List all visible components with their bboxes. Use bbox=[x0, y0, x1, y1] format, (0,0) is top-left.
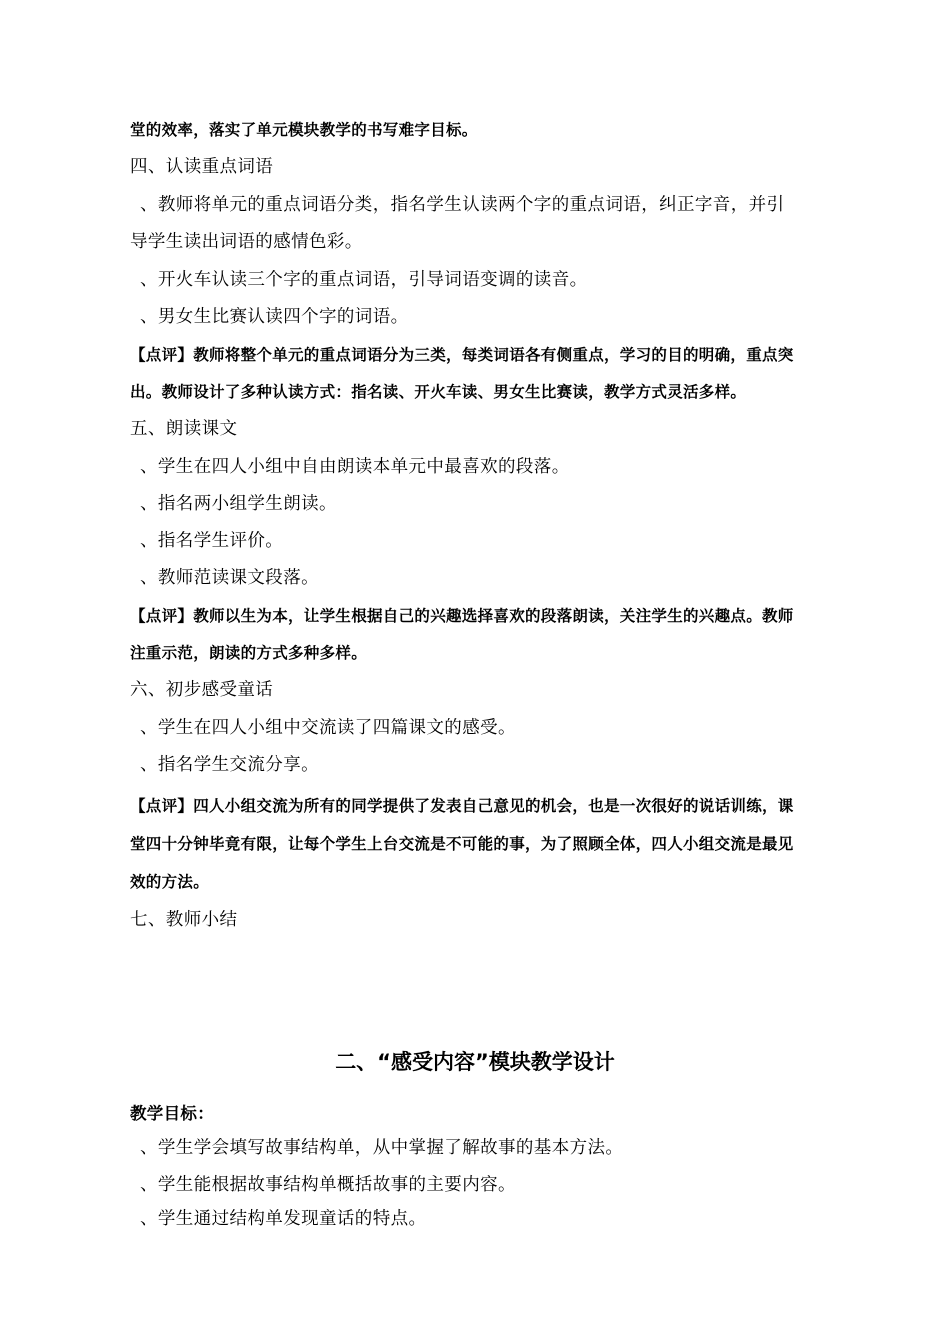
list-item: 、教师将单元的重点词语分类，指名学生认读两个字的重点词语，纠正字音，并引 bbox=[140, 195, 785, 215]
paragraph-line: 堂的效率，落实了单元模块教学的书写难字目标。 bbox=[130, 121, 478, 139]
goals-heading: 教学目标： bbox=[130, 1104, 214, 1123]
section-heading: 七、教师小结 bbox=[130, 910, 238, 930]
goal-item: 、学生通过结构单发现童话的特点。 bbox=[140, 1209, 427, 1229]
list-item: 、男女生比赛认读四个字的词语。 bbox=[140, 307, 409, 327]
comment-line: 效的方法。 bbox=[130, 873, 210, 891]
list-item: 、开火车认读三个字的重点词语，引导词语变调的读音。 bbox=[140, 270, 588, 290]
goal-item: 、学生学会填写故事结构单，从中掌握了解故事的基本方法。 bbox=[140, 1138, 624, 1158]
section-heading: 五、朗读课文 bbox=[130, 419, 238, 439]
goal-item: 、学生能根据故事结构单概括故事的主要内容。 bbox=[140, 1175, 516, 1195]
comment-line: 出。教师设计了多种认读方式：指名读、开火车读、男女生比赛读，教学方式灵活多样。 bbox=[130, 383, 747, 401]
section-heading: 四、认读重点词语 bbox=[130, 157, 274, 177]
comment-line: 【点评】四人小组交流为所有的同学提供了发表自己意见的机会，也是一次很好的说话训练，课 bbox=[130, 797, 794, 815]
page-title: 二、“感受内容”模块教学设计 bbox=[335, 1050, 615, 1074]
comment-line: 【点评】教师将整个单元的重点词语分为三类，每类词语各有侧重点，学习的目的明确，重点突 bbox=[130, 346, 794, 364]
comment-line: 注重示范，朗读的方式多种多样。 bbox=[130, 644, 368, 662]
list-item: 、指名学生评价。 bbox=[140, 531, 284, 551]
comment-line: 【点评】教师以生为本，让学生根据自己的兴趣选择喜欢的段落朗读，关注学生的兴趣点。教师 bbox=[130, 607, 794, 625]
list-item: 、学生在四人小组中交流读了四篇课文的感受。 bbox=[140, 718, 516, 738]
list-item: 、指名两小组学生朗读。 bbox=[140, 494, 337, 514]
list-item: 、指名学生交流分享。 bbox=[140, 755, 319, 775]
list-item: 、教师范读课文段落。 bbox=[140, 568, 319, 588]
section-heading: 六、初步感受童话 bbox=[130, 680, 274, 700]
comment-line: 堂四十分钟毕竟有限，让每个学生上台交流是不可能的事，为了照顾全体，四人小组交流是最见 bbox=[130, 835, 794, 853]
list-item: 、学生在四人小组中自由朗读本单元中最喜欢的段落。 bbox=[140, 457, 570, 477]
paragraph-line: 导学生读出词语的感情色彩。 bbox=[130, 232, 363, 252]
